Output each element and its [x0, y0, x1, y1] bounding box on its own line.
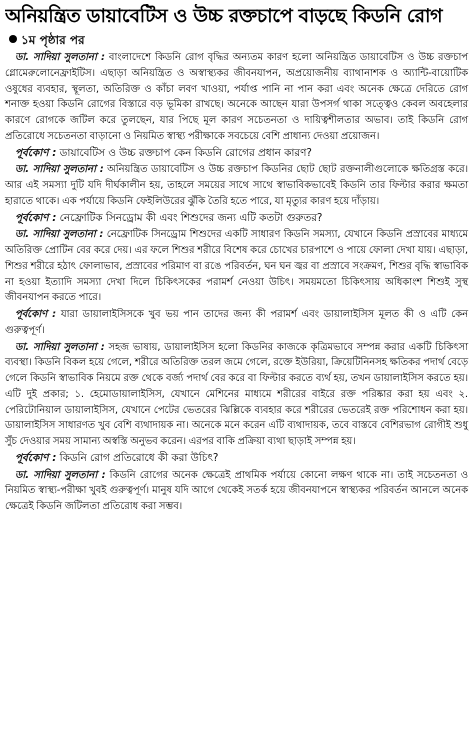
answer-text: নেফ্রোটিক সিনড্রোম শিশুদের একটি সাধারণ কিডনি সমস্যা, যেখানে কিডনি প্রস্রাবের মাধ্যমে অতিরিক্ত প্রোটিন বের করে দেয়। এর ফলে শিশুর শরীরে বিশেষ করে চোখের চারপাশে ও পায়ে ফোলা দেখা যায়। এছাড়া, শিশুর শরীরে হঠাৎ ফোলাভাব, প্রস্রাবের পরিমাণ বা রঙে পরিবর্তন, ঘন ঘন জ্বর বা প্রস্রাবে সংক্রমণ, শিশুর বৃদ্ধি স্বাভাবিক না হওয়া ইত্যাদি সমস্যা দেখা দিলে চিকিৎসকের পরামর্শ নেওয়া উচিৎ। সময়মতো চিকিৎসায় অধিকাংশ শিশুই সুস্থ জীবনযাপন করতে পারে। [5, 229, 468, 304]
answer-text: কিডনি রোগের অনেক ক্ষেত্রেই প্রাথমিক পর্যায়ে কোনো লক্ষণ থাকে না। তাই সচেতনতা ও নিয়মিত স্বাস্থ্য-পরীক্ষা খুবই গুরুত্বপূর্ণ। মানুষ যদি আগে থেকেই সতর্ক হয়ে জীবনযাপনে স্বাস্থ্যকর পরিবর্তন আনলে অনেক ক্ষেত্রেই কিডনি জটিলতা প্রতিরোধ করা সম্ভব। [5, 469, 468, 512]
speaker-label: ডা. সাদিয়া সুলতানা : [15, 52, 105, 63]
speaker-label: পূর্বকোণ : [15, 211, 57, 224]
speaker-label: পূর্বকোণ : [15, 309, 57, 320]
continued-label: ১ম পৃষ্ঠার পর [21, 33, 85, 47]
answer-paragraph [5, 162, 468, 209]
speaker-label: ডা. সাদিয়া সুলতানা : [15, 469, 106, 481]
interview-body [5, 50, 468, 515]
question-paragraph [5, 307, 468, 339]
answer-paragraph [5, 50, 468, 145]
article-headline: অনিয়ন্ত্রিত ডায়াবেটিস ও উচ্চ রক্তচাপে বাড়ছে কিডনি রোগ [5, 5, 443, 27]
question-line [15, 451, 468, 467]
question-line [15, 146, 468, 162]
question-text: ডায়াবেটিস ও উচ্চ রক্তচাপ কেন কিডনি রোগের প্রধান কারণ? [59, 146, 312, 159]
speaker-label: পূর্বকোণ : [15, 146, 57, 159]
continued-marker [9, 32, 468, 48]
speaker-label: ডা. সাদিয়া সুলতানা : [15, 341, 105, 353]
question-text: কিডনি রোগ প্রতিরোধে কী করা উচিৎ? [59, 451, 219, 464]
question-line [15, 211, 468, 227]
answer-paragraph [5, 227, 468, 306]
answer-text: অনিয়ন্ত্রিত ডায়াবেটিস ও উচ্চ রক্তচাপ কিডনির ছোট ছোট রক্তনালীগুলোকে ক্ষতিগ্রস্ত করে। আর এই সমস্যা দুটি যদি দীর্ঘকালীন হয়, তাহলে সময়ের সাথে সাথে স্বাভাবিকভাবেই কিডনি তার ফিল্টার করার ক্ষমতা হারাতে থাকে। এক পর্যায়ে কিডনি ফেইলিউরের ঝুঁকি তৈরি হতে পারে, যা মৃত্যুর কারণ হয়ে দাঁড়ায়। [5, 164, 468, 207]
answer-paragraph [5, 340, 468, 450]
speaker-label: ডা. সাদিয়া সুলতানা : [15, 164, 104, 176]
speaker-label: ডা. সাদিয়া সুলতানা : [15, 229, 104, 241]
question-text: নেফ্রোটিক সিনড্রোম কী এবং শিশুদের জন্য এটি কতটা গুরুতর? [59, 211, 323, 224]
answer-text: বাংলাদেশে কিডনি রোগ বৃদ্ধির অন্যতম কারণ হলো অনিয়ন্ত্রিত ডায়াবেটিস ও উচ্চ রক্তচাপ গ্লোমেরুলোনেফ্রাইটিস। এছাড়া অনিয়ন্ত্রিত ও অস্বাস্থ্যকর জীবনযাপন, অপ্রয়োজনীয় ব্যাথানাশক ও অ্যান্টি-বায়োটিক ওষুধের ব্যবহার, স্থূলতা, অতিরিক্ত ও কাঁচা লবণ খাওয়া, পর্যাপ্ত পানি না পান করা এবং অনেক ক্ষেত্রে দেরিতে রোগ শনাক্ত হওয়া কিডনি রোগের বিস্তারে বড় ভূমিকা রাখছে। অনেকে আছেন যারা উপসর্গ থাকা সত্ত্বেও কেবল অবহেলার কারণে রোগকে জটিল করে তুলছেন, যার পিছে মূল কারণ সচেতনতা ও দায়িত্বশীলতার অভাব। তাই কিডনি রোগ প্রতিরোধে সচেতনতা বাড়ানো ও নিয়মিত স্বাস্থ্য পরীক্ষাকে সবচেয়ে বেশি প্রাধান্য দেওয়া প্রয়োজন। [5, 52, 468, 142]
question-text: যারা ডায়ালাইসিসকে খুব ভয় পান তাদের জন্য কী পরামর্শ এবং ডায়ালাইসিস মূলত কী ও এটি কেন গুরুত্বপূর্ণ। [5, 309, 468, 336]
speaker-label: পূর্বকোণ : [15, 451, 57, 464]
answer-paragraph [5, 468, 468, 515]
bullet-icon [9, 35, 17, 43]
answer-text: সহজ ভাষায়, ডায়ালাইসিস হলো কিডনির কাজকে কৃত্রিমভাবে সম্পন্ন করার একটি চিকিৎসা ব্যবস্থা। কিডনি বিকল হয়ে গেলে, শরীরে অতিরিক্ত তরল জমে গেলে, রক্তে ইউরিয়া, ক্রিয়েটিনিনসহ ক্ষতিকর পদার্থ বেড়ে গেলে কিডনি স্বাভাবিক নিয়মে রক্ত থেকে বর্জ্য পদার্থ বের করে বা ফিল্টার করতে ব্যর্থ হয়, তখন ডায়ালাইসিস করতে হয়। এটি দুই প্রকার; ১. হেমোডায়ালাইসিস, যেখানে মেশিনের মাধ্যমে শরীরের বাইরে রক্ত পরিষ্কার করা হয় এবং ২. পেরিটোনিয়াল ডায়ালাইসিস, যেখানে পেটের ভেতরের ঝিল্লিকে ব্যবহার করে শরীরের ভেতরেই রক্ত পরিশোধন করা হয়। ডায়ালাইসিস সাধারণত খুব বেশি ব্যথাদায়ক না। অনেকে মনে করেন এটি ব্যথাদায়ক, তবে বাস্তবে বেশিরভাগ রোগীই শুধু সুঁচ দেওয়ার সময় সামান্য অস্বস্তি অনুভব করেন। এরপর বাকি প্রক্রিয়া ব্যথা ছাড়াই সম্পন্ন হয়। [5, 341, 468, 447]
